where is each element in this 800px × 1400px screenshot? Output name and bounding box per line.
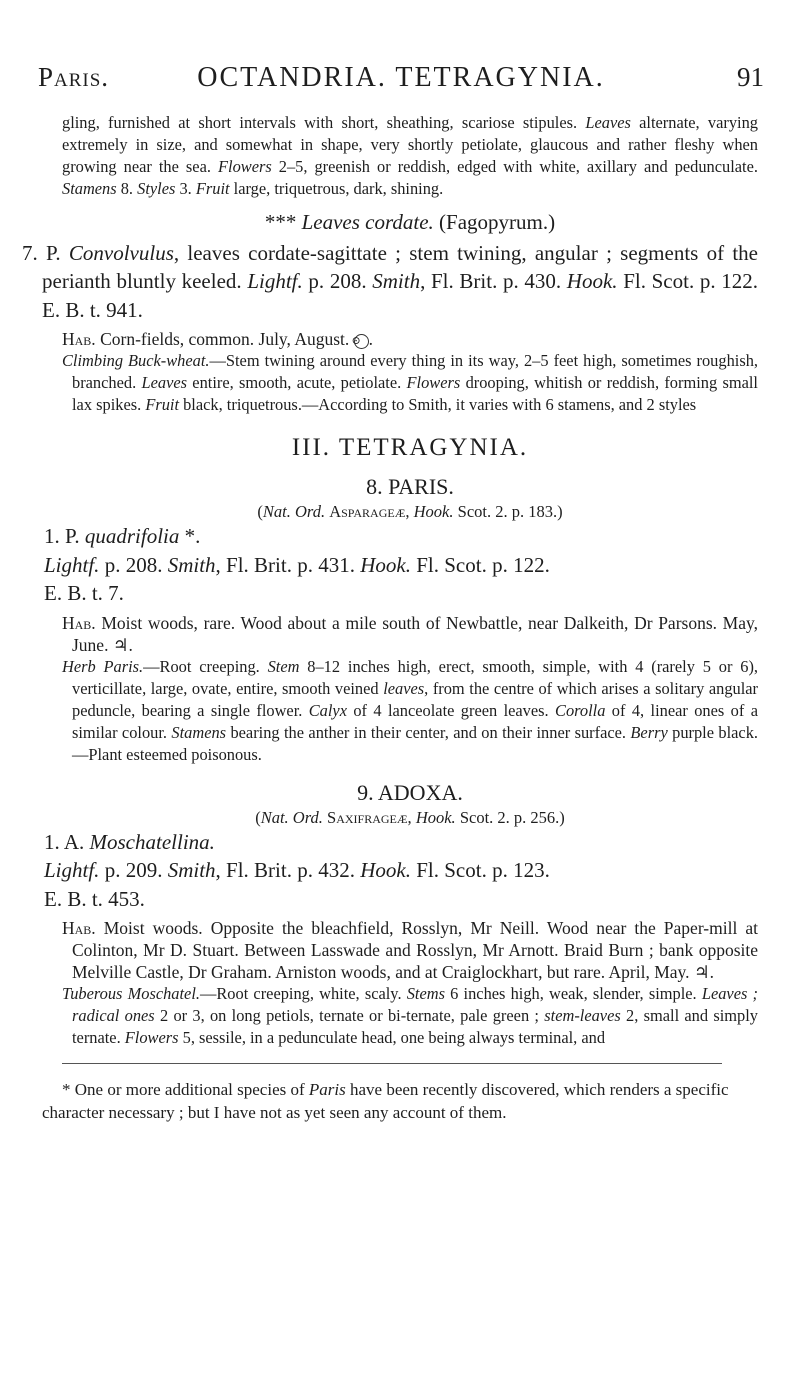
footnote-mark: *: [62, 1080, 71, 1099]
header-section: Paris.: [38, 62, 110, 92]
polygonum-description-end: gling, furnished at short intervals with short, sheathing, scariose stipules. Leaves alternate, varying extremely in size, and somewhat in shape, very shortly petiolate, glaucous and rather fleshy when growing near the sea. Flowers 2–5, greenish or reddish, edged with white, axillary and pedunculate. Stamens 8. Styles 3. Fruit large, triquetrous, dark, shining.: [62, 113, 758, 198]
description-convolvulus: Climbing Buck-wheat.—Stem twining around every thing in its way, 2–5 feet high, sometimes roughish, branched. Leaves entire, smooth, acute, petiolate. Flowers drooping, whitish or reddish, forming small lax spikes. Fruit black, triquetrous.—According to Smith, it varies with 6 stamens, and 2 styles: [62, 351, 758, 414]
annual-symbol-icon: ⊙: [354, 334, 369, 349]
running-header: [38, 62, 764, 102]
genus-heading-paris: 8. PARIS.: [366, 474, 454, 499]
page-body: [22, 112, 759, 1124]
description-paris: Herb Paris.—Root creeping. Stem 8–12 inches high, erect, smooth, simple, with 4 (rarely 5 or 6), verticillate, large, ovate, entire, smooth veined leaves, from the centre of which arises a solitary angular peduncle, bearing a single flower. Calyx of 4 lanceolate green leaves. Corolla of 4, linear ones of a similar colour. Stamens bearing the anther in their center, and on their inner surface. Berry purple black.—Plant esteemed poisonous.: [62, 656, 758, 764]
footnote: * One or more additional species of Paris have been recently discovered, which renders a specific character necessary ; but I have not as yet seen any account of them.: [42, 1080, 729, 1122]
section-heading-cordate: *** Leaves cordate. (Fagopyrum.): [264, 210, 556, 234]
footnote-divider: [62, 1063, 722, 1064]
species-convolvulus: 7. P. Convolvulus, leaves cordate-sagittate ; stem twining, angular ; segments of the perianth bluntly keeled. Lightf. p. 208. Smith, Fl. Brit. p. 430. Hook. Fl. Scot. p. 122. E. B. t. 941.: [22, 240, 759, 322]
species-quadrifolia: 1. P. quadrifolia *. Lightf. p. 208. Smith, Fl. Brit. p. 431. Hook. Fl. Scot. p. 122. E. B. t. 7.: [44, 524, 550, 605]
habitat-paris: Hab. Moist woods, rare. Wood about a mile south of Newbattle, near Dalkeith, Dr Parsons. May, June. ♃.: [62, 612, 758, 655]
section-heading-tetragynia: III. TETRAGYNIA.: [291, 434, 529, 461]
page-number: 91: [737, 62, 764, 92]
species-moschatellina: 1. A. Moschatellina. Lightf. p. 209. Smith, Fl. Brit. p. 432. Hook. Fl. Scot. p. 123. E. B. t. 453.: [44, 829, 550, 911]
habitat-convolvulus: Hab. Corn-fields, common. July, August. ⊙ .: [62, 329, 374, 349]
perennial-symbol-icon: ♃: [693, 962, 710, 982]
description-adoxa: Tuberous Moschatel.—Root creeping, white, scaly. Stems 6 inches high, weak, slender, simple. Leaves ; radical ones 2 or 3, on long petiols, ternate or bi-ternate, pale green ; stem-leaves 2, small and simply ternate. Flowers 5, sessile, in a pedunculate head, one being always terminal, and: [62, 984, 758, 1047]
habitat-adoxa: Hab. Moist woods. Opposite the bleachfield, Rosslyn, Mr Neill. Wood near the Paper-mill at Colinton, Mr D. Stuart. Between Lasswade and Rosslyn, Mr Arnott. Braid Burn ; bank opposite Melville Castle, Dr Graham. Arniston woods, and at Craiglockhart, but rare. April, May. ♃.: [62, 918, 758, 982]
adoxa-order: (Nat. Ord. Saxifrageæ, Hook. Scot. 2. p. 256.): [255, 807, 565, 827]
header-title: OCTANDRIA. TETRAGYNIA.: [197, 62, 605, 93]
perennial-symbol-icon: ♃: [112, 634, 129, 655]
genus-heading-adoxa: 9. ADOXA.: [357, 779, 463, 805]
paris-order: (Nat. Ord. Asparageæ, Hook. Scot. 2. p. 183.): [257, 502, 563, 521]
